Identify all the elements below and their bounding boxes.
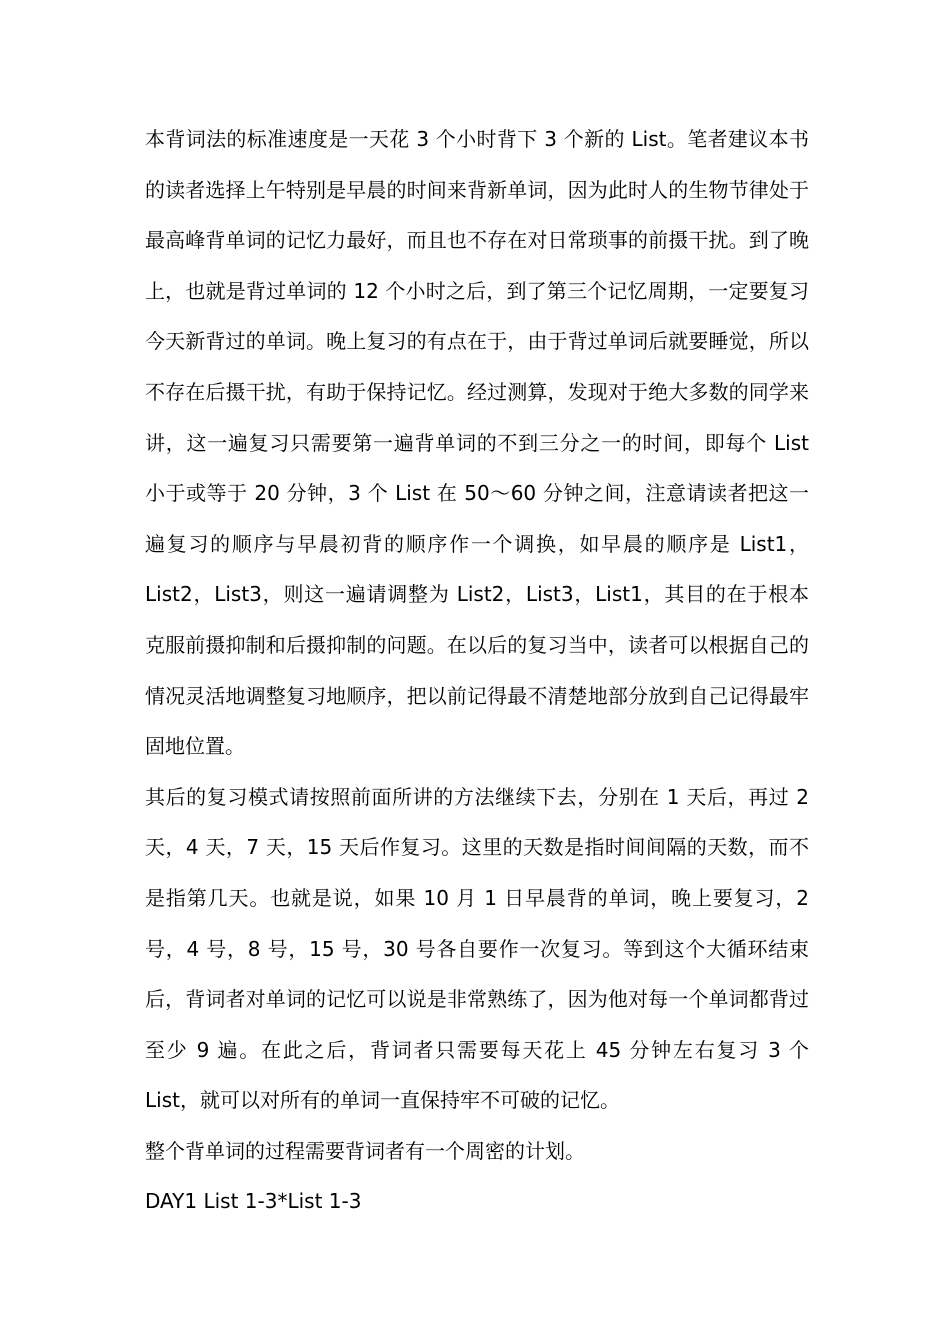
paragraph-study-speed: 本背词法的标准速度是一天花 3 个小时背下 3 个新的 List。笔者建议本书的读者选择上午特别是早晨的时间来背新单词，因为此时人的生物节律处于最高峰背单词的记忆力最好，而且也不存在对日常琐事的前摄干扰。到了晚上，也就是背过单词的 12 个小时之后，到了第三个记忆周期，一定要复习今天新背过的单词。晚上复习的有点在于，由于背过单词后就要睡觉，所以不存在后摄干扰，有助于保持记忆。经过测算，发现对于绝大多数的同学来讲，这一遍复习只需要第一遍背单词的不到三分之一的时间，即每个 List 小于或等于 20 分钟，3 个 List 在 50～60 分钟之间，注意请读者把这一遍复习的顺序与早晨初背的顺序作一个调换，如早晨的顺序是 List1，List2，List3，则这一遍请调整为 List2，List3，List1，其目的在于根本克服前摄抑制和后摄抑制的问题。在以后的复习当中，读者可以根据自己的情况灵活地调整复习地顺序，把以前记得最不清楚地部分放到自己记得最牢固地位置。 xyxy=(145,127,809,759)
paragraph-review-schedule: 其后的复习模式请按照前面所讲的方法继续下去，分别在 1 天后，再过 2 天，4 天，7 天，15 天后作复习。这里的天数是指时间间隔的天数，而不是指第几天。也就是说，如果 10 月 1 日早晨背的单词，晚上要复习，2 号，4 号，8 号，15 号，30 号各自要作一次复习。等到这个大循环结束后，背词者对单词的记忆可以说是非常熟练了，因为他对每一个单词都背过至少 9 遍。在此之后，背词者只需要每天花上 45 分钟左右复习 3 个 List，就可以对所有的单词一直保持牢不可破的记忆。 xyxy=(145,784,809,1113)
document-body xyxy=(145,114,809,1227)
schedule-day1-line: DAY1 List 1-3*List 1-3 xyxy=(145,1189,362,1214)
paragraph-planning-note: 整个背单词的过程需要背词者有一个周密的计划。 xyxy=(145,1138,585,1163)
